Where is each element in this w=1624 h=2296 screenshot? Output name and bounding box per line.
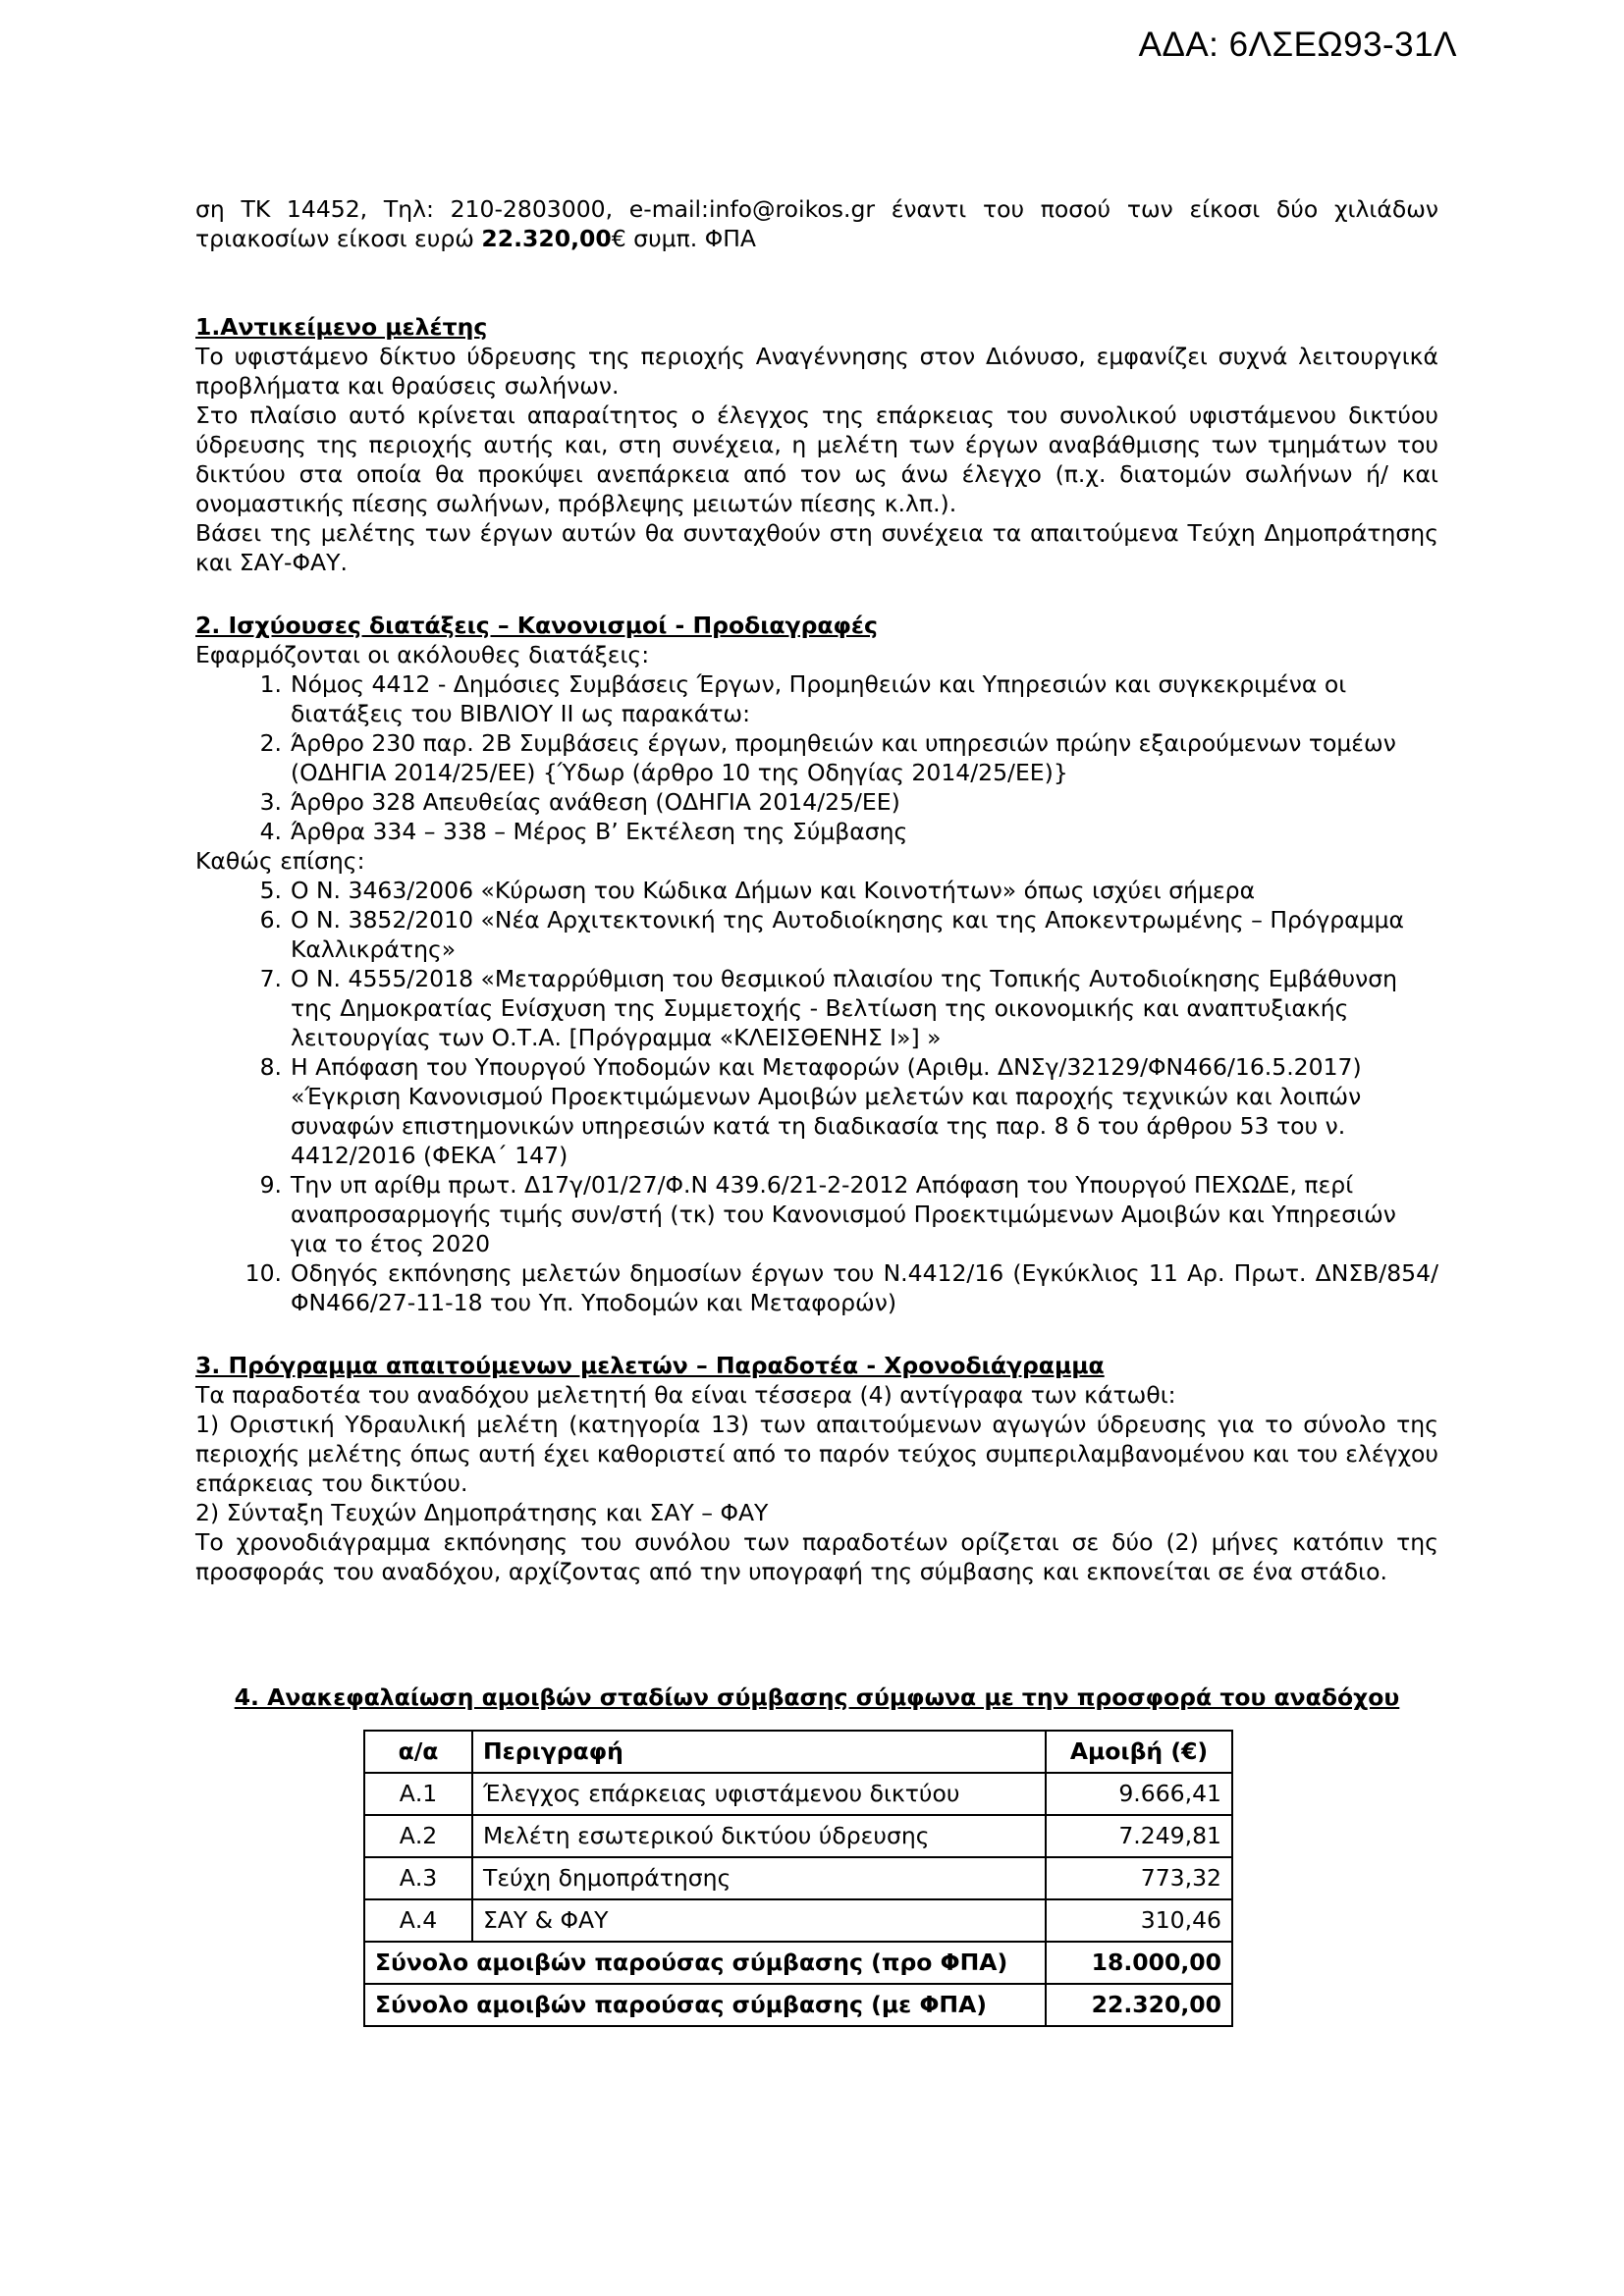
section-1-paragraph-1: Το υφιστάμενο δίκτυο ύδρευσης της περιοχής Αναγέννησης στον Διόνυσο, εμφανίζει συχνά λειτουργικά προβλήματα και θραύσεις σωλήνων. (195, 343, 1438, 400)
list-item-text: Άρθρα 334 – 338 – Μέρος Β’ Εκτέλεση της Σύμβασης (291, 818, 908, 845)
list-item-number: 7. (259, 965, 282, 992)
provisions-list-a (195, 669, 1438, 846)
cell-aa: Α.2 (364, 1815, 472, 1857)
section-2-also: Καθώς επίσης: (195, 847, 365, 875)
section-3-deliverable-1: 1) Οριστική Υδραυλική μελέτη (κατηγορία 13) των απαιτούμενων αγωγών ύδρευσης για το σύνολο της περιοχής μελέτης όπως αυτή έχει καθοριστεί από το παρόν τεύχος συμπεριλαμβανομένου και του ελέγχου επάρκειας του δικτύου. (195, 1411, 1438, 1497)
cell-amount: 9.666,41 (1046, 1773, 1232, 1815)
table-row (364, 1857, 1232, 1899)
intro-amount: 22.320,00 (481, 225, 612, 252)
section-3-heading: 3. Πρόγραμμα απαιτούμενων μελετών – Παραδοτέα - Χρονοδιάγραμμα (195, 1352, 1105, 1379)
list-item-text: Ο Ν. 3463/2006 «Κύρωση του Κώδικα Δήμων και Κοινοτήτων» όπως ισχύει σήμερα (291, 877, 1256, 904)
list-item-number: 9. (259, 1171, 282, 1199)
list-item-number: 1. (259, 670, 282, 698)
list-item (195, 964, 1438, 1052)
list-item-text: Άρθρο 328 Απευθείας ανάθεση (ΟΔΗΓΙΑ 2014/25/ΕΕ) (291, 788, 900, 816)
list-item (195, 1052, 1438, 1170)
list-item-number: 2. (259, 729, 282, 757)
total-with-vat-label: Σύνολο αμοιβών παρούσας σύμβασης (με ΦΠΑ) (364, 1984, 1046, 2026)
column-header-aa: α/α (364, 1731, 472, 1773)
list-item-number: 10. (244, 1259, 282, 1287)
total-with-vat-value: 22.320,00 (1046, 1984, 1232, 2026)
section-1-paragraph-2: Στο πλαίσιο αυτό κρίνεται απαραίτητος ο έλεγχος της επάρκειας του συνολικού υφιστάμενου δικτύου ύδρευσης της περιοχής αυτής και, στη συνέχεια, η μελέτη των έργων αναβάθμισης των τμημάτων του δικτύου στα οποία θα προκύψει ανεπάρκεια από τον ως άνω έλεγχο (π.χ. διατομών σωλήνων ή/ και ονομαστικής πίεσης σωλήνων, πρόβλεψης μειωτών πίεσης κ.λπ.). (195, 401, 1438, 517)
cell-aa: Α.3 (364, 1857, 472, 1899)
intro-text: τριακοσίων είκοσι ευρώ (195, 225, 482, 252)
total-row-pre-vat (364, 1942, 1232, 1984)
intro-suffix: € συμπ. ΦΠΑ (611, 225, 756, 252)
list-item-number: 6. (259, 906, 282, 934)
list-item-text: Ο Ν. 3852/2010 «Νέα Αρχιτεκτονική της Αυτοδιοίκησης και της Αποκεντρωμένης – Πρόγραμμα Καλλικράτης» (291, 906, 1405, 963)
table-row (364, 1899, 1232, 1942)
cell-aa: Α.1 (364, 1773, 472, 1815)
table-header-row (364, 1731, 1232, 1773)
section-1-paragraph-3: Βάσει της μελέτης των έργων αυτών θα συνταχθούν στη συνέχεια τα απαιτούμενα Τεύχη Δημοπράτησης και ΣΑΥ-ΦΑΥ. (195, 519, 1438, 576)
section-2-heading: 2. Ισχύουσες διατάξεις – Κανονισμοί - Προδιαγραφές (195, 612, 878, 639)
list-item (195, 1258, 1438, 1317)
list-item (195, 817, 1438, 846)
cell-aa: Α.4 (364, 1899, 472, 1942)
total-row-with-vat (364, 1984, 1232, 2026)
list-item (195, 787, 1438, 817)
list-item (195, 905, 1438, 964)
table-row (364, 1815, 1232, 1857)
section-3-line-1: Τα παραδοτέα του αναδόχου μελετητή θα είναι τέσσερα (4) αντίγραφα των κάτωθι: (195, 1381, 1176, 1409)
cell-description: ΣΑΥ & ΦΑΥ (472, 1899, 1046, 1942)
section-3-deliverable-2: 2) Σύνταξη Τευχών Δημοπράτησης και ΣΑΥ – ΦΑΥ (195, 1499, 769, 1526)
section-4-heading: 4. Ανακεφαλαίωση αμοιβών σταδίων σύμβασης σύμφωνα με την προσφορά του αναδόχου (234, 1683, 1400, 1711)
list-item (195, 728, 1438, 787)
ada-code: ΑΔΑ: 6ΛΣΕΩ93-31Λ (1138, 26, 1457, 64)
list-item-text: Νόμος 4412 - Δημόσιες Συμβάσεις Έργων, Προμηθειών και Υπηρεσιών και συγκεκριμένα οι διατάξεις του ΒΙΒΛΙΟΥ ΙΙ ως παρακάτω: (291, 670, 1347, 727)
section-1-heading: 1.Αντικείμενο μελέτης (195, 313, 488, 341)
provisions-list-b (195, 876, 1438, 1317)
list-item-text: Ο Ν. 4555/2018 «Μεταρρύθμιση του θεσμικού πλαισίου της Τοπικής Αυτοδιοίκησης Εμβάθυνση της Δημοκρατίας Ενίσχυση της Συμμετοχής - Βελτίωση της οικονομικής και αναπτυξιακής λειτουργίας των Ο.Τ.Α. [Πρόγραμμα «ΚΛΕΙΣΘΕΝΗΣ Ι»] » (291, 965, 1397, 1051)
cell-description: Έλεγχος επάρκειας υφιστάμενου δικτύου (472, 1773, 1046, 1815)
column-header-description: Περιγραφή (472, 1731, 1046, 1773)
list-item-number: 5. (259, 877, 282, 904)
fees-table (363, 1730, 1233, 2027)
list-item-number: 8. (259, 1053, 282, 1081)
column-header-amount: Αμοιβή (€) (1046, 1731, 1232, 1773)
cell-description: Τεύχη δημοπράτησης (472, 1857, 1046, 1899)
list-item-number: 3. (259, 788, 282, 816)
list-item-text: Άρθρο 230 παρ. 2Β Συμβάσεις έργων, προμηθειών και υπηρεσιών πρώην εξαιρούμενων τομέων (ΟΔΗΓΙΑ 2014/25/ΕΕ) {Ύδωρ (άρθρο 10 της Οδηγίας 2014/25/ΕΕ)} (291, 729, 1396, 786)
total-pre-vat-value: 18.000,00 (1046, 1942, 1232, 1984)
document-body (195, 194, 1438, 2027)
total-pre-vat-label: Σύνολο αμοιβών παρούσας σύμβασης (προ ΦΠΑ) (364, 1942, 1046, 1984)
intro-line-2 (195, 224, 1438, 253)
cell-amount: 310,46 (1046, 1899, 1232, 1942)
list-item (195, 1170, 1438, 1258)
list-item-text: Η Απόφαση του Υπουργού Υποδομών και Μεταφορών (Αριθμ. ΔΝΣγ/32129/ΦΝ466/16.5.2017) «Έγκριση Κανονισμού Προεκτιμώμενων Αμοιβών μελετών και παροχής τεχνικών και λοιπών συναφών επιστημονικών υπηρεσιών κατά τη διαδικασία της παρ. 8 δ του άρθρου 53 του ν. 4412/2016 (ΦΕΚΑ΄ 147) (291, 1053, 1362, 1169)
table-row (364, 1773, 1232, 1815)
section-3-schedule: Το χρονοδιάγραμμα εκπόνησης του συνόλου των παραδοτέων ορίζεται σε δύο (2) μήνες κατόπιν της προσφοράς του αναδόχου, αρχίζοντας από την υπογραφή της σύμβασης και εκπονείται σε ένα στάδιο. (195, 1528, 1438, 1585)
list-item-number: 4. (259, 818, 282, 845)
list-item-text: Οδηγός εκπόνησης μελετών δημοσίων έργων του Ν.4412/16 (Εγκύκλιος 11 Αρ. Πρωτ. ΔΝΣΒ/854/ΦΝ466/27-11-18 του Υπ. Υποδομών και Μεταφορών) (291, 1259, 1438, 1316)
list-item (195, 876, 1438, 905)
cell-description: Μελέτη εσωτερικού δικτύου ύδρευσης (472, 1815, 1046, 1857)
list-item-text: Την υπ αρίθμ πρωτ. Δ17γ/01/27/Φ.Ν 439.6/21-2-2012 Απόφαση του Υπουργού ΠΕΧΩΔΕ, περί αναπροσαρμογής τιμής συν/στή (τκ) του Κανονισμού Προεκτιμώμενων Αμοιβών και Υπηρεσιών για το έτος 2020 (291, 1171, 1396, 1257)
cell-amount: 7.249,81 (1046, 1815, 1232, 1857)
intro-line-1: ση ΤΚ 14452, Τηλ: 210-2803000, e-mail:info@roikos.gr έναντι του ποσού των είκοσι δύο χιλιάδων (195, 195, 1438, 223)
cell-amount: 773,32 (1046, 1857, 1232, 1899)
section-2-intro: Εφαρμόζονται οι ακόλουθες διατάξεις: (195, 641, 650, 668)
list-item (195, 669, 1438, 728)
